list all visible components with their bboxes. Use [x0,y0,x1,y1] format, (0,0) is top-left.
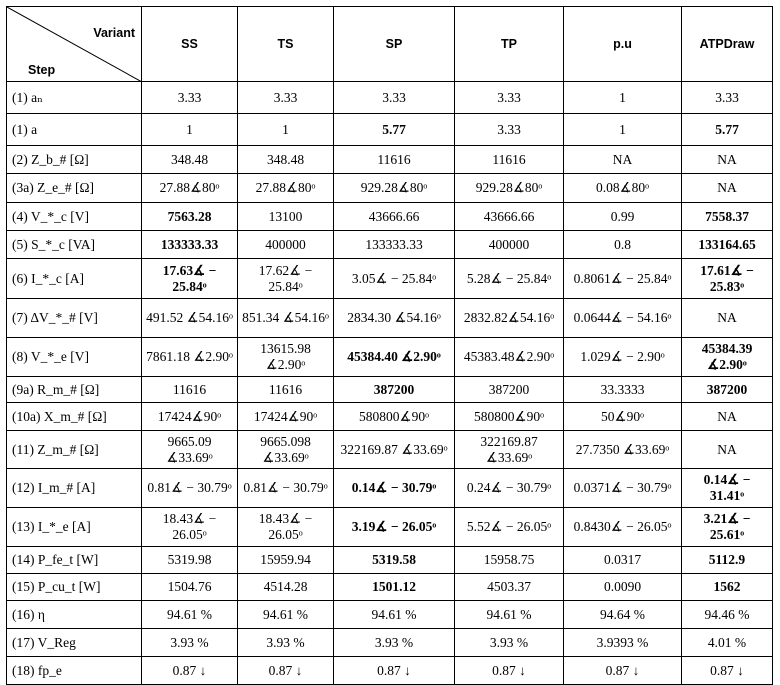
cell-tp: 5.52∡ − 26.05ᵒ [455,508,564,547]
column-header-ss: SS [142,7,238,82]
column-header-pu: p.u [564,7,682,82]
cell-tp: 45383.48∡2.90ᵒ [455,338,564,377]
cell-sp: 45384.40 ∡2.90ᵒ [334,338,455,377]
variant-label: Variant [93,26,135,40]
cell-atpdraw: 3.33 [682,82,773,114]
table-row [7,403,773,431]
cell-ss: 17.63∡ − 25.84ᵒ [142,259,238,299]
cell-tp: 3.33 [455,82,564,114]
cell-pu: 1.029∡ − 2.90ᵒ [564,338,682,377]
row-step-label: (17) V_Reg [7,629,142,657]
cell-ts: 400000 [238,231,334,259]
cell-ts: 17424∡90ᵒ [238,403,334,431]
cell-ss: 18.43∡ − 26.05ᵒ [142,508,238,547]
header-row [7,7,773,82]
column-header-atpdraw: ATPDraw [682,7,773,82]
cell-tp: 4503.37 [455,574,564,601]
cell-sp: 3.33 [334,82,455,114]
cell-tp: 2832.82∡54.16ᵒ [455,299,564,338]
cell-atpdraw: 133164.65 [682,231,773,259]
cell-ss: 0.81∡ − 30.79ᵒ [142,469,238,508]
table-row [7,547,773,574]
cell-sp: 2834.30 ∡54.16ᵒ [334,299,455,338]
cell-ss: 491.52 ∡54.16ᵒ [142,299,238,338]
cell-ts: 0.81∡ − 30.79ᵒ [238,469,334,508]
corner-header-cell [7,7,142,82]
cell-ts: 15959.94 [238,547,334,574]
column-header-tp: TP [455,7,564,82]
cell-atpdraw: 3.21∡ − 25.61ᵒ [682,508,773,547]
table-row [7,259,773,299]
cell-sp: 5319.58 [334,547,455,574]
row-step-label: (15) P_cu_t [W] [7,574,142,601]
row-step-label: (2) Z_b_# [Ω] [7,146,142,174]
table-row [7,338,773,377]
cell-ss: 5319.98 [142,547,238,574]
table-row [7,469,773,508]
cell-pu: 0.87 ↓ [564,657,682,685]
cell-ts: 348.48 [238,146,334,174]
cell-ss: 0.87 ↓ [142,657,238,685]
cell-atpdraw: NA [682,174,773,203]
cell-tp: 3.33 [455,114,564,146]
row-step-label: (12) I_m_# [A] [7,469,142,508]
cell-pu: 0.99 [564,203,682,231]
table-row [7,377,773,403]
cell-atpdraw: 7558.37 [682,203,773,231]
cell-tp: 929.28∡80ᵒ [455,174,564,203]
cell-sp: 1501.12 [334,574,455,601]
cell-ts: 27.88∡80ᵒ [238,174,334,203]
cell-atpdraw: 0.14∡ − 31.41ᵒ [682,469,773,508]
table-row [7,114,773,146]
cell-ts: 13100 [238,203,334,231]
cell-ts: 9665.098 ∡33.69ᵒ [238,431,334,469]
cell-ts: 3.33 [238,82,334,114]
cell-tp: 11616 [455,146,564,174]
cell-pu: 50∡90ᵒ [564,403,682,431]
row-step-label: (13) I_*_e [A] [7,508,142,547]
table-row [7,299,773,338]
cell-atpdraw: 94.46 % [682,601,773,629]
cell-ts: 1 [238,114,334,146]
cell-ss: 9665.09 ∡33.69ᵒ [142,431,238,469]
table-row [7,629,773,657]
row-step-label: (10a) X_m_# [Ω] [7,403,142,431]
cell-ss: 7861.18 ∡2.90ᵒ [142,338,238,377]
cell-tp: 0.87 ↓ [455,657,564,685]
cell-atpdraw: NA [682,403,773,431]
cell-sp: 3.93 % [334,629,455,657]
cell-pu: NA [564,146,682,174]
table-row [7,508,773,547]
column-header-ts: TS [238,7,334,82]
cell-pu: 0.0317 [564,547,682,574]
cell-pu: 0.8430∡ − 26.05ᵒ [564,508,682,547]
cell-ss: 1 [142,114,238,146]
cell-pu: 0.8061∡ − 25.84ᵒ [564,259,682,299]
cell-tp: 5.28∡ − 25.84ᵒ [455,259,564,299]
row-step-label: (6) I_*_c [A] [7,259,142,299]
table-row [7,657,773,685]
step-label: Step [28,63,56,77]
cell-pu: 0.0371∡ − 30.79ᵒ [564,469,682,508]
cell-ss: 11616 [142,377,238,403]
results-table [6,6,773,685]
cell-sp: 0.14∡ − 30.79ᵒ [334,469,455,508]
cell-atpdraw: 4.01 % [682,629,773,657]
row-step-label: (5) S_*_c [VA] [7,231,142,259]
cell-pu: 0.0644∡ − 54.16ᵒ [564,299,682,338]
cell-tp: 94.61 % [455,601,564,629]
cell-sp: 929.28∡80ᵒ [334,174,455,203]
cell-ts: 851.34 ∡54.16ᵒ [238,299,334,338]
cell-pu: 27.7350 ∡33.69ᵒ [564,431,682,469]
cell-tp: 43666.66 [455,203,564,231]
row-step-label: (16) η [7,601,142,629]
row-step-label: (1) aₙ [7,82,142,114]
cell-atpdraw: 45384.39 ∡2.90ᵒ [682,338,773,377]
cell-ss: 17424∡90ᵒ [142,403,238,431]
cell-pu: 3.9393 % [564,629,682,657]
cell-pu: 94.64 % [564,601,682,629]
cell-pu: 0.08∡80ᵒ [564,174,682,203]
cell-sp: 11616 [334,146,455,174]
cell-atpdraw: NA [682,299,773,338]
row-step-label: (4) V_*_c [V] [7,203,142,231]
cell-sp: 580800∡90ᵒ [334,403,455,431]
cell-ss: 3.33 [142,82,238,114]
cell-pu: 33.3333 [564,377,682,403]
table-row [7,174,773,203]
cell-ts: 13615.98 ∡2.90ᵒ [238,338,334,377]
cell-ts: 18.43∡ − 26.05ᵒ [238,508,334,547]
cell-ss: 133333.33 [142,231,238,259]
cell-sp: 94.61 % [334,601,455,629]
cell-sp: 322169.87 ∡33.69ᵒ [334,431,455,469]
cell-sp: 133333.33 [334,231,455,259]
table-row [7,431,773,469]
cell-sp: 387200 [334,377,455,403]
cell-sp: 5.77 [334,114,455,146]
cell-ss: 94.61 % [142,601,238,629]
cell-tp: 3.93 % [455,629,564,657]
cell-tp: 580800∡90ᵒ [455,403,564,431]
cell-tp: 15958.75 [455,547,564,574]
cell-ts: 4514.28 [238,574,334,601]
cell-atpdraw: 5112.9 [682,547,773,574]
cell-ss: 1504.76 [142,574,238,601]
cell-tp: 400000 [455,231,564,259]
cell-pu: 0.0090 [564,574,682,601]
table-row [7,574,773,601]
cell-pu: 1 [564,114,682,146]
cell-tp: 387200 [455,377,564,403]
cell-sp: 0.87 ↓ [334,657,455,685]
row-step-label: (11) Z_m_# [Ω] [7,431,142,469]
cell-ts: 17.62∡ − 25.84ᵒ [238,259,334,299]
cell-sp: 3.05∡ − 25.84ᵒ [334,259,455,299]
table-row [7,203,773,231]
table-row [7,601,773,629]
cell-ss: 7563.28 [142,203,238,231]
cell-tp: 322169.87 ∡33.69ᵒ [455,431,564,469]
row-step-label: (7) ΔV_*_# [V] [7,299,142,338]
cell-ss: 27.88∡80ᵒ [142,174,238,203]
cell-sp: 43666.66 [334,203,455,231]
cell-pu: 0.8 [564,231,682,259]
cell-sp: 3.19∡ − 26.05ᵒ [334,508,455,547]
row-step-label: (1) a [7,114,142,146]
table-row [7,146,773,174]
table-row [7,231,773,259]
cell-atpdraw: 0.87 ↓ [682,657,773,685]
cell-ts: 94.61 % [238,601,334,629]
cell-ts: 11616 [238,377,334,403]
cell-pu: 1 [564,82,682,114]
table-row [7,82,773,114]
row-step-label: (14) P_fe_t [W] [7,547,142,574]
row-step-label: (8) V_*_e [V] [7,338,142,377]
table-body [7,82,773,685]
cell-ss: 3.93 % [142,629,238,657]
cell-atpdraw: 387200 [682,377,773,403]
column-header-sp: SP [334,7,455,82]
cell-ts: 0.87 ↓ [238,657,334,685]
cell-atpdraw: NA [682,431,773,469]
cell-tp: 0.24∡ − 30.79ᵒ [455,469,564,508]
row-step-label: (9a) R_m_# [Ω] [7,377,142,403]
cell-atpdraw: 1562 [682,574,773,601]
cell-atpdraw: 5.77 [682,114,773,146]
cell-atpdraw: 17.61∡ − 25.83ᵒ [682,259,773,299]
cell-atpdraw: NA [682,146,773,174]
cell-ts: 3.93 % [238,629,334,657]
row-step-label: (3a) Z_e_# [Ω] [7,174,142,203]
row-step-label: (18) fp_e [7,657,142,685]
cell-ss: 348.48 [142,146,238,174]
